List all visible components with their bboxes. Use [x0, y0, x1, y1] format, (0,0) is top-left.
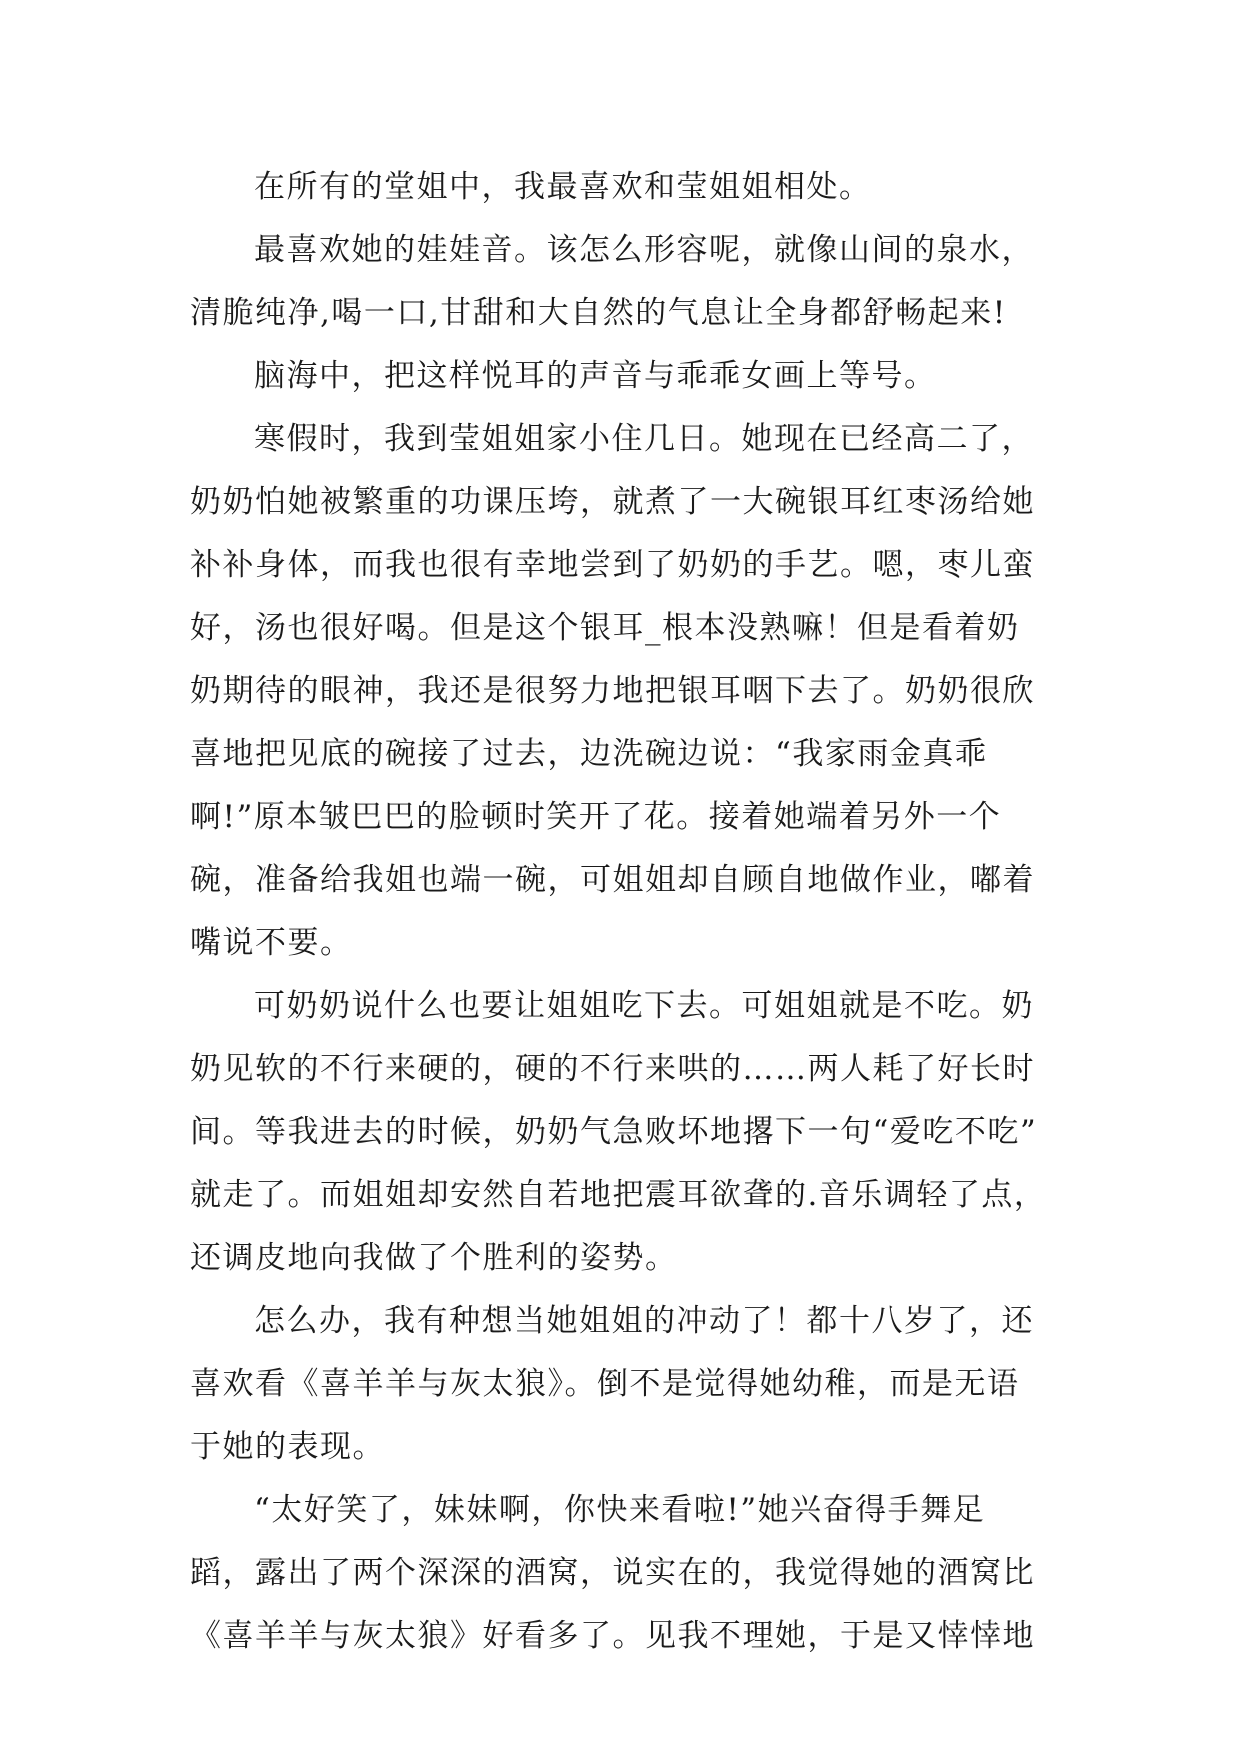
- text-line: 在所有的堂姐中，我最喜欢和莹姐姐相处。: [254, 169, 872, 205]
- text-line: 寒假时，我到莹姐姐家小住几日。她现在已经高二了，: [254, 421, 1034, 457]
- text-line: 奶见软的不行来硬的，硬的不行来哄的……两人耗了好长时: [190, 1051, 1035, 1087]
- document-body: [190, 156, 1058, 1668]
- text-line: 最喜欢她的娃娃音。该怎么形容呢，就像山间的泉水，: [254, 232, 1034, 268]
- text-line: 啊!”原本皱巴巴的脸顿时笑开了花。接着她端着另外一个: [190, 799, 1002, 835]
- text-line: 于她的表现。: [190, 1429, 385, 1465]
- text-line: 就走了。而姐姐却安然自若地把震耳欲聋的.音乐调轻了点，: [190, 1177, 1047, 1213]
- text-line: 好，汤也很好喝。但是这个银耳_根本没熟嘛！但是看着奶: [190, 610, 1020, 646]
- text-line: 还调皮地向我做了个胜利的姿势。: [190, 1240, 678, 1276]
- text-line: 奶奶怕她被繁重的功课压垮，就煮了一大碗银耳红枣汤给她: [190, 484, 1035, 520]
- text-line: 可奶奶说什么也要让姐姐吃下去。可姐姐就是不吃。奶: [254, 988, 1034, 1024]
- text-line: 嘴说不要。: [190, 925, 353, 961]
- text-line: 补补身体，而我也很有幸地尝到了奶奶的手艺。嗯，枣儿蛮: [190, 547, 1035, 583]
- text-line: 间。等我进去的时候，奶奶气急败坏地撂下一句“爱吃不吃”: [190, 1114, 1038, 1150]
- text-line: 碗，准备给我姐也端一碗，可姐姐却自顾自地做作业，嘟着: [190, 862, 1035, 898]
- text-line: “太好笑了，妹妹啊，你快来看啦!”她兴奋得手舞足: [254, 1492, 986, 1528]
- text-line: 喜地把见底的碗接了过去，边洗碗边说：“我家雨金真乖: [190, 736, 988, 772]
- text-line: 脑海中，把这样悦耳的声音与乖乖女画上等号。: [254, 358, 937, 394]
- text-line: 怎么办，我有种想当她姐姐的冲动了！都十八岁了，还: [254, 1303, 1034, 1339]
- text-line: 蹈，露出了两个深深的酒窝，说实在的，我觉得她的酒窝比: [190, 1555, 1035, 1591]
- text-line: 《喜羊羊与灰太狼》好看多了。见我不理她，于是又悻悻地: [190, 1618, 1035, 1654]
- text-line: 喜欢看《喜羊羊与灰太狼》。倒不是觉得她幼稚，而是无语: [190, 1366, 1020, 1402]
- text-line: 奶期待的眼神，我还是很努力地把银耳咽下去了。奶奶很欣: [190, 673, 1035, 709]
- text-line: 清脆纯净,喝一口,甘甜和大自然的气息让全身都舒畅起来!: [190, 295, 1007, 331]
